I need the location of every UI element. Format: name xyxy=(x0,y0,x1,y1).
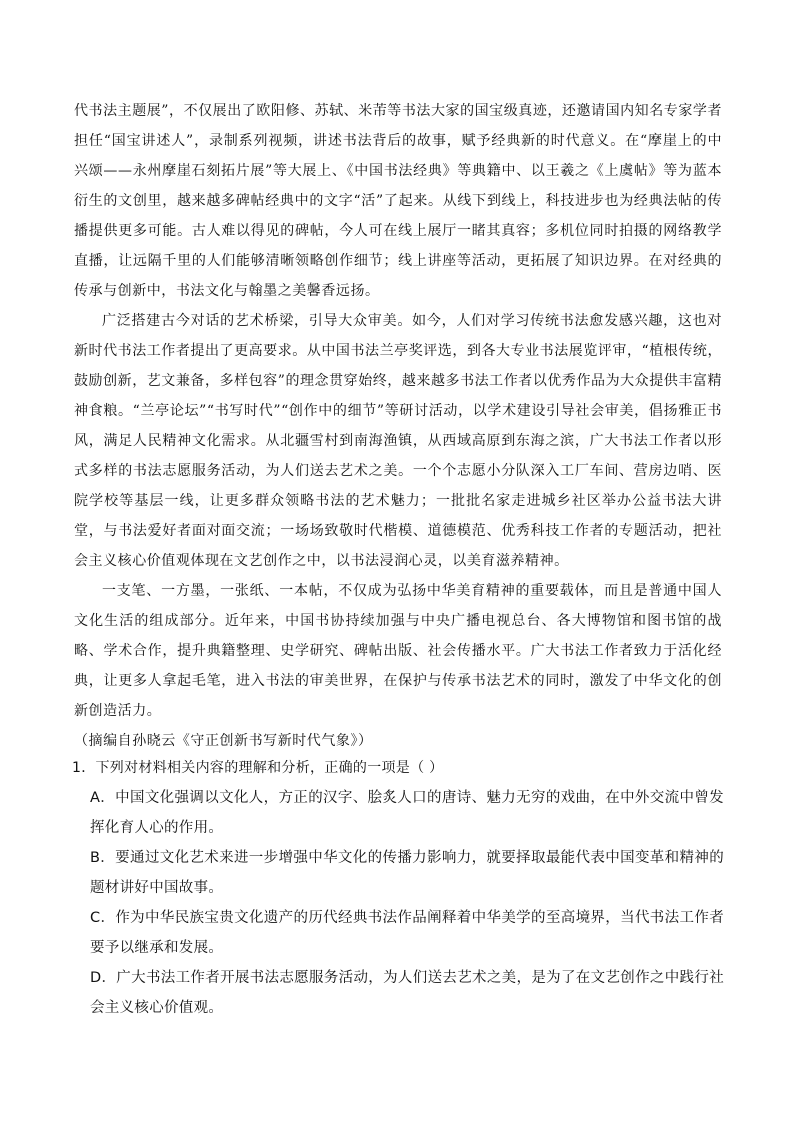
passage-source: （摘编自孙晓云《守正创新书写新时代气象》） xyxy=(74,733,373,749)
question-1 xyxy=(72,753,724,1023)
passage-paragraph-1: 代书法主题展”，不仅展出了欧阳修、苏轼、米芾等书法大家的国宝级真迹，还邀请国内知名专家学者担任“国宝讲述人”，录制系列视频，讲述书法背后的故事，赋予经典新的时代意义。在“摩崖上的中兴颂——永州摩崖石刻拓片展”等大展上、《中国书法经典》等典籍中、以王羲之《上虞帖》等为蓝本衍生的文创里，越来越多碑帖经典中的文字“活”了起来。从线下到线上，科技进步也为经典法帖的传播提供更多可能。古人难以得见的碑帖，今人可在线上展厅一睹其真容；多机位同时拍摄的网络教学直播，让远隔千里的人们能够清晰领略创作细节；线上讲座等活动，更拓展了知识边界。在对经典的传承与创新中，书法文化与翰墨之美馨香远扬。 xyxy=(74,103,722,299)
option-c: C．作为中华民族宝贵文化遗产的历代经典书法作品阐释着中华美学的至高境界，当代书法工作者要予以继承和发展。 xyxy=(90,910,724,956)
question-stem: 1．下列对材料相关内容的理解和分析，正确的一项是（ ） xyxy=(72,760,444,776)
passage-paragraph-3: 一支笔、一方墨，一张纸、一本帖，不仅成为弘扬中华美育精神的重要载体，而且是普通中国人文化生活的组成部分。近年来，中国书协持续加强与中央广播电视总台、各大博物馆和图书馆的战略、学术合作，提升典籍整理、史学研究、碑帖出版、社会传播水平。广大书法工作者致力于活化经典，让更多人拿起毛笔，进入书法的审美世界，在保护与传承书法艺术的同时，激发了中华文化的创新创造活力。 xyxy=(74,583,722,719)
reading-passage xyxy=(74,96,722,756)
passage-paragraph-2: 广泛搭建古今对话的艺术桥梁，引导大众审美。如今，人们对学习传统书法愈发感兴趣，这也对新时代书法工作者提出了更高要求。从中国书法兰亭奖评选，到各大专业书法展览评审，“植根传统，鼓励创新，艺文兼备，多样包容”的理念贯穿始终，越来越多书法工作者以优秀作品为大众提供丰富精神食粮。“兰亭论坛”“书写时代”“创作中的细节”等研讨活动，以学术建设引导社会审美，倡扬雅正书风，满足人民精神文化需求。从北疆雪村到南海渔镇，从西域高原到东海之滨，广大书法工作者以形式多样的书法志愿服务活动，为人们送去艺术之美。一个个志愿小分队深入工厂车间、营房边哨、医院学校等基层一线，让更多群众领略书法的艺术魅力；一批批名家走进城乡社区举办公益书法大讲堂，与书法爱好者面对面交流；一场场致敬时代楷模、道德模范、优秀科技工作者的专题活动，把社会主义核心价值观体现在文艺创作之中，以书法浸润心灵，以美育滋养精神。 xyxy=(74,313,722,569)
option-b: B．要通过文化艺术来进一步增强中华文化的传播力影响力，就要择取最能代表中国变革和精神的题材讲好中国故事。 xyxy=(90,850,724,896)
option-a: A．中国文化强调以文化人，方正的汉字、脍炙人口的唐诗、魅力无穷的戏曲，在中外交流中曾发挥化育人心的作用。 xyxy=(90,790,724,836)
option-d: D．广大书法工作者开展书法志愿服务活动，为人们送去艺术之美，是为了在文艺创作之中践行社会主义核心价值观。 xyxy=(90,970,724,1016)
